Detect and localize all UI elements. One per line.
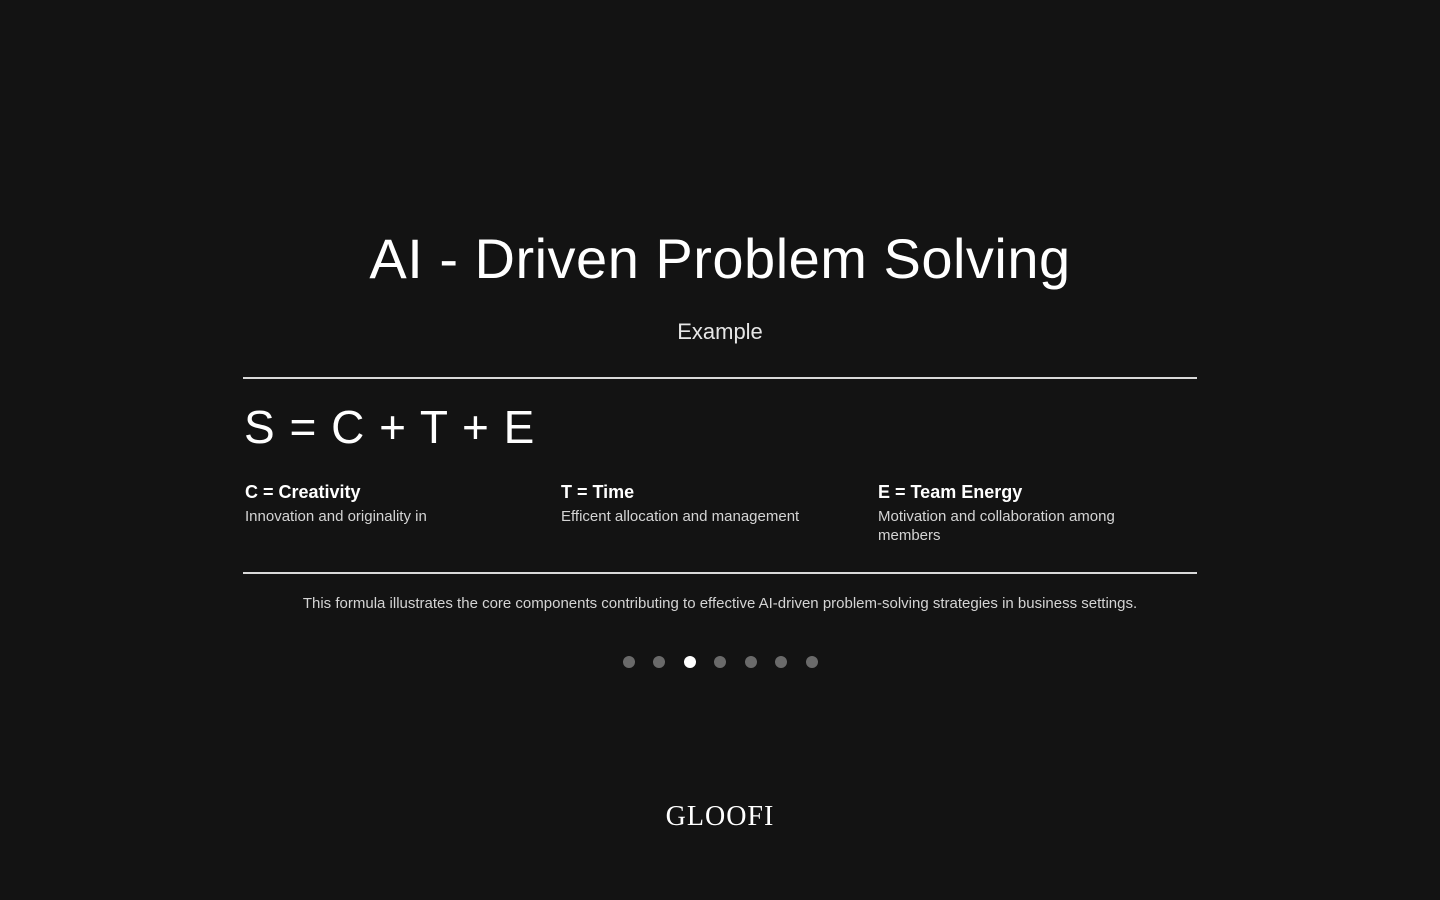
pagination-dots <box>0 656 1440 668</box>
definition-term: E = Team Energy <box>878 482 1023 502</box>
pagination-dot-3[interactable] <box>684 656 696 668</box>
slide-subtitle: Example <box>677 319 763 344</box>
definition-description: Efficent allocation and management <box>561 508 800 525</box>
pagination-dot-4[interactable] <box>714 656 726 668</box>
top-divider <box>243 377 1197 379</box>
bottom-divider <box>243 572 1197 574</box>
pagination-dot-6[interactable] <box>775 656 787 668</box>
definition-time <box>561 480 861 526</box>
definition-term: C = Creativity <box>245 482 361 502</box>
definition-term: T = Time <box>561 482 635 502</box>
definition-description: Innovation and originality in <box>245 508 427 525</box>
brand-logo: GLOOFI <box>665 801 775 832</box>
definition-description: Motivation and collaboration among members <box>878 508 1115 544</box>
slide-caption: This formula illustrates the core components contributing to effective AI-driven problem-solving strategies in business settings. <box>302 595 1138 612</box>
pagination-dot-1[interactable] <box>623 656 635 668</box>
pagination-dot-5[interactable] <box>745 656 757 668</box>
slide-title: AI - Driven Problem Solving <box>369 227 1071 290</box>
definition-creativity <box>245 480 545 526</box>
formula: S = C + T + E <box>244 401 536 453</box>
pagination-dot-2[interactable] <box>653 656 665 668</box>
definition-team-energy <box>878 480 1178 545</box>
pagination-dot-7[interactable] <box>806 656 818 668</box>
